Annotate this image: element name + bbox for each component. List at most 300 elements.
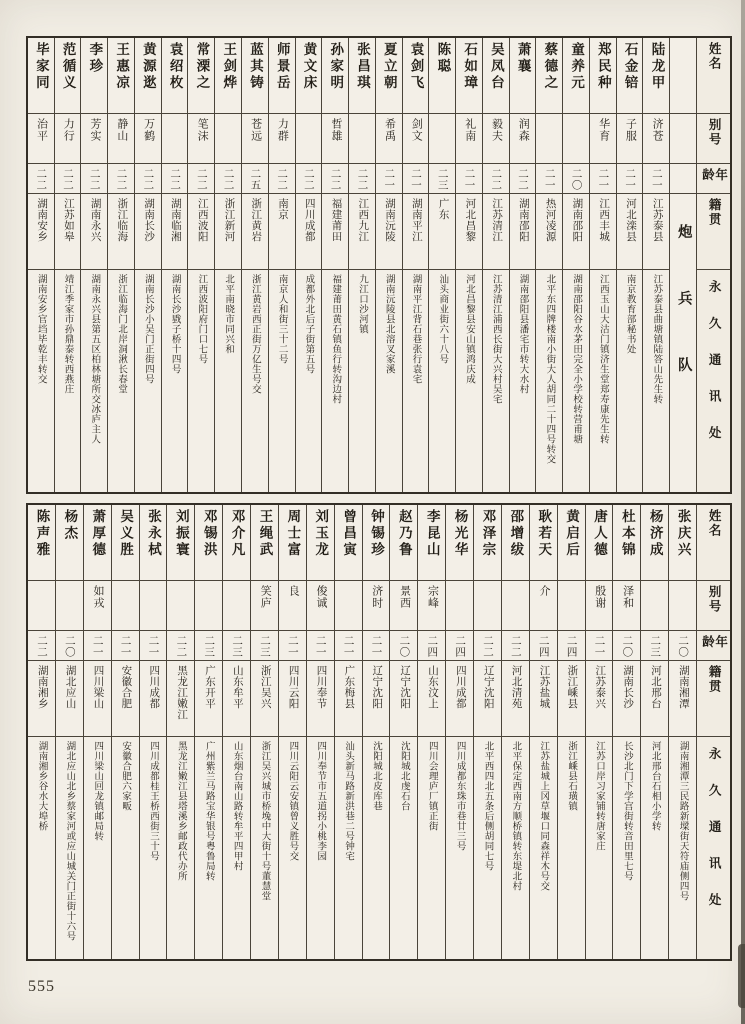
- alias-text: 静山: [115, 118, 128, 142]
- age-text: 二四: [454, 635, 466, 658]
- column-header-native: [697, 661, 730, 737]
- header-label: 年龄: [700, 635, 728, 650]
- native-cell: [363, 661, 390, 737]
- alias-cell: [510, 114, 536, 164]
- roster-column: [455, 38, 482, 492]
- address-text: 河北昌黎县安山镇鸿庆成: [464, 274, 475, 384]
- name-cell: [643, 38, 669, 114]
- address-cell: [563, 270, 589, 492]
- native-cell: [335, 661, 362, 737]
- alias-cell: [335, 581, 362, 631]
- address-text: 湖南长沙小吴门正街四号: [142, 274, 153, 384]
- native-text: 福建莆田: [330, 198, 342, 242]
- alias-cell: [28, 581, 55, 631]
- alias-text: 礼南: [463, 118, 476, 142]
- alias-text: 子服: [624, 118, 637, 142]
- age-text: 二二: [195, 168, 207, 191]
- address-text: 浙江吴兴城市桥堍中大街十号董慧堂: [259, 741, 270, 901]
- native-cell: [483, 194, 509, 270]
- age-text: 二二: [509, 635, 521, 658]
- name-text: 张昌琪: [355, 42, 371, 92]
- name-cell: [403, 38, 429, 114]
- name-cell: [363, 505, 390, 581]
- header-label: 别号: [707, 585, 722, 614]
- native-text: 广东梅县: [343, 665, 355, 709]
- name-text: 袁绍枚: [167, 42, 183, 92]
- age-cell: [112, 631, 139, 661]
- age-cell: [643, 164, 669, 194]
- age-text: 二一: [286, 635, 298, 658]
- page-number: 555: [28, 978, 55, 995]
- name-text: 萧厚德: [90, 509, 106, 559]
- native-text: 湖南长沙: [622, 665, 634, 709]
- name-cell: [586, 505, 613, 581]
- native-cell: [188, 194, 214, 270]
- age-cell: [474, 631, 501, 661]
- alias-cell: [376, 114, 402, 164]
- native-text: 河北清苑: [510, 665, 522, 709]
- roster-column: [166, 505, 194, 959]
- native-text: 黑龙江嫩江: [176, 665, 188, 720]
- header-label: 籍贯: [707, 665, 722, 694]
- alias-text: 济苍: [651, 118, 664, 142]
- name-text: 范循义: [60, 42, 76, 92]
- column-header-name: [697, 38, 730, 114]
- alias-cell: [81, 114, 107, 164]
- address-cell: [167, 737, 194, 959]
- age-text: 二三: [203, 635, 215, 658]
- name-text: 王剑烨: [221, 42, 237, 92]
- alias-cell: [530, 581, 557, 631]
- age-cell: [28, 631, 55, 661]
- roster-column: [482, 38, 509, 492]
- age-cell: [502, 631, 529, 661]
- alias-text: 毅夫: [490, 118, 503, 142]
- alias-text: 笔沫: [196, 118, 209, 142]
- address-cell: [483, 270, 509, 492]
- age-cell: [349, 164, 375, 194]
- age-cell: [215, 164, 241, 194]
- native-cell: [135, 194, 161, 270]
- name-text: 陆龙甲: [649, 42, 665, 92]
- age-cell: [586, 631, 613, 661]
- address-text: 北平南晓市同兴和: [223, 274, 234, 354]
- age-cell: [223, 631, 250, 661]
- address-text: 浙江黄岩西正街万亿生号交: [249, 274, 260, 394]
- name-cell: [510, 38, 536, 114]
- native-cell: [307, 661, 334, 737]
- alias-text: 笑庐: [259, 585, 272, 609]
- name-text: 蓝其铸: [247, 42, 263, 92]
- name-cell: [81, 38, 107, 114]
- name-cell: [307, 505, 334, 581]
- alias-cell: [215, 114, 241, 164]
- roster-column: [241, 38, 268, 492]
- native-text: 浙江嵊县: [566, 665, 578, 709]
- native-text: 江苏如皋: [62, 198, 74, 242]
- address-cell: [242, 270, 268, 492]
- alias-cell: [307, 581, 334, 631]
- address-cell: [474, 737, 501, 959]
- alias-cell: [418, 581, 445, 631]
- name-text: 曾昌寅: [341, 509, 357, 559]
- alias-cell: [223, 581, 250, 631]
- address-cell: [135, 270, 161, 492]
- age-cell: [590, 164, 616, 194]
- native-text: 湖南邵阳: [517, 198, 529, 242]
- roster-column: [187, 38, 214, 492]
- alias-cell: [363, 581, 390, 631]
- address-cell: [195, 737, 222, 959]
- address-cell: [456, 270, 482, 492]
- roster-column: [278, 505, 306, 959]
- alias-cell: [536, 114, 562, 164]
- name-cell: [223, 505, 250, 581]
- address-text: 福建莆田黄石镇鱼行转沟边村: [330, 274, 341, 404]
- name-text: 萧襄: [515, 42, 531, 75]
- roster-column: [473, 505, 501, 959]
- native-text: 河北邢台: [650, 665, 662, 709]
- alias-text: 力行: [62, 118, 75, 142]
- age-cell: [162, 164, 188, 194]
- empty-cell: [670, 164, 696, 194]
- name-text: 刘玉龙: [313, 509, 329, 559]
- alias-text: 剑文: [410, 118, 423, 142]
- native-cell: [279, 661, 306, 737]
- native-text: 河北滦县: [624, 198, 636, 242]
- name-cell: [335, 505, 362, 581]
- roster-column: [501, 505, 529, 959]
- age-text: 二〇: [677, 635, 689, 658]
- alias-text: 治平: [35, 118, 48, 142]
- roster-column: [402, 38, 429, 492]
- address-text: 四川云阳云安镇曾义胜号交: [287, 741, 298, 861]
- age-text: 二二: [356, 168, 368, 191]
- native-cell: [349, 194, 375, 270]
- alias-text: 润森: [517, 118, 530, 142]
- age-cell: [418, 631, 445, 661]
- address-text: 四川奉节市五道拐小桃李园: [315, 741, 326, 861]
- native-cell: [81, 194, 107, 270]
- name-text: 杨光华: [452, 509, 468, 559]
- name-text: 邵增绂: [508, 509, 524, 559]
- address-text: 黑龙江嫩江县塔溪乡邮政代办所: [175, 741, 186, 881]
- native-cell: [510, 194, 536, 270]
- name-cell: [617, 38, 643, 114]
- native-text: 南京: [276, 198, 288, 220]
- address-cell: [536, 270, 562, 492]
- alias-cell: [390, 581, 417, 631]
- age-cell: [530, 631, 557, 661]
- address-text: 江苏清江浦西长街大兴村吴宅: [490, 274, 501, 404]
- native-cell: [502, 661, 529, 737]
- address-cell: [429, 270, 455, 492]
- address-cell: [403, 270, 429, 492]
- native-cell: [617, 194, 643, 270]
- age-text: 二四: [426, 635, 438, 658]
- age-text: 二二: [276, 168, 288, 191]
- age-cell: [251, 631, 278, 661]
- address-cell: [446, 737, 473, 959]
- roster-column: [334, 505, 362, 959]
- age-text: 二三: [258, 635, 270, 658]
- name-text: 王绳武: [257, 509, 273, 559]
- roster-column: [640, 505, 668, 959]
- age-cell: [55, 164, 81, 194]
- address-text: 江苏口岸习家铺转唐家庄: [593, 741, 604, 851]
- alias-cell: [322, 114, 348, 164]
- native-text: 江西九江: [357, 198, 369, 242]
- name-cell: [563, 38, 589, 114]
- age-cell: [641, 631, 668, 661]
- age-cell: [363, 631, 390, 661]
- age-cell: [376, 164, 402, 194]
- native-cell: [28, 661, 55, 737]
- native-text: 江苏清江: [491, 198, 503, 242]
- name-text: 李昆山: [424, 509, 440, 559]
- address-cell: [502, 737, 529, 959]
- alias-cell: [140, 581, 167, 631]
- native-cell: [429, 194, 455, 270]
- address-cell: [140, 737, 167, 959]
- address-cell: [669, 737, 696, 959]
- address-cell: [84, 737, 111, 959]
- address-text: 湖南邵阳县潘宅市转大水村: [517, 274, 528, 394]
- native-cell: [403, 194, 429, 270]
- native-text: 四川云阳: [287, 665, 299, 709]
- name-cell: [56, 505, 83, 581]
- alias-text: 殷谢: [593, 585, 606, 609]
- native-cell: [563, 194, 589, 270]
- address-text: 江苏泰县曲塘镇陆答山先生转: [651, 274, 662, 404]
- native-text: 浙江黄岩: [250, 198, 262, 242]
- alias-text: 如戎: [91, 585, 104, 609]
- native-cell: [251, 661, 278, 737]
- age-text: 二二: [169, 168, 181, 191]
- roster-column: [562, 38, 589, 492]
- name-text: 吴义胜: [118, 509, 134, 559]
- address-cell: [279, 737, 306, 959]
- age-text: 二二: [329, 168, 341, 191]
- age-text: 二二: [88, 168, 100, 191]
- native-cell: [474, 661, 501, 737]
- native-text: 江西波阳: [196, 198, 208, 242]
- name-cell: [140, 505, 167, 581]
- name-text: 蔡德之: [542, 42, 558, 92]
- native-text: 湖南安乡: [36, 198, 48, 242]
- address-text: 广州紫兰马路宝华银号粤鲁局转: [203, 741, 214, 881]
- alias-cell: [613, 581, 640, 631]
- address-text: 靖江季家市孙鼎泰转西燕庄: [62, 274, 73, 394]
- roster-column: [612, 505, 640, 959]
- address-cell: [269, 270, 295, 492]
- alias-text: 良: [287, 585, 300, 597]
- age-text: 二二: [302, 168, 314, 191]
- age-cell: [269, 164, 295, 194]
- roster-column: [83, 505, 111, 959]
- age-cell: [403, 164, 429, 194]
- age-text: 二三: [649, 635, 661, 658]
- address-text: 长沙北门下学宫街转音田里七号: [621, 741, 632, 881]
- name-cell: [188, 38, 214, 114]
- alias-cell: [429, 114, 455, 164]
- address-cell: [56, 737, 83, 959]
- native-text: 浙江吴兴: [259, 665, 271, 709]
- age-cell: [28, 164, 54, 194]
- age-text: 二一: [597, 168, 609, 191]
- roster-column: [134, 38, 161, 492]
- native-cell: [536, 194, 562, 270]
- age-text: 二一: [383, 168, 395, 191]
- alias-cell: [586, 581, 613, 631]
- address-text: 湖北应山北乡蔡家河或应山城关门正街十六号: [64, 741, 75, 941]
- name-text: 钟锡珍: [369, 509, 385, 559]
- address-cell: [28, 737, 55, 959]
- native-text: 湖北应山: [64, 665, 76, 709]
- alias-text: 万鹤: [142, 118, 155, 142]
- name-text: 杜本锦: [619, 509, 635, 559]
- address-text: 北平东四牌楼南小街大人胡同二十四号转交: [544, 274, 555, 464]
- age-text: 二一: [543, 168, 555, 191]
- alias-text: 介: [537, 585, 550, 597]
- address-text: 湖南永兴县第五区柏林塘所交冰庐主人: [89, 274, 100, 444]
- name-cell: [215, 38, 241, 114]
- age-cell: [335, 631, 362, 661]
- age-text: 二三: [436, 168, 448, 191]
- name-text: 张永栻: [146, 509, 162, 559]
- name-cell: [669, 505, 696, 581]
- column-header-age: [697, 631, 730, 661]
- name-cell: [613, 505, 640, 581]
- address-text: 汕头商业街六十八号: [437, 274, 448, 364]
- native-cell: [84, 661, 111, 737]
- native-text: 江苏泰兴: [594, 665, 606, 709]
- native-text: 湖南湘乡: [36, 665, 48, 709]
- empty-cell: [670, 38, 696, 114]
- age-text: 二二: [481, 635, 493, 658]
- age-cell: [456, 164, 482, 194]
- name-text: 杨济成: [647, 509, 663, 559]
- roster-column: [375, 38, 402, 492]
- address-text: 四川梁山回龙镇邮局转: [92, 741, 103, 841]
- native-text: 四川奉节: [315, 665, 327, 709]
- address-cell: [418, 737, 445, 959]
- native-cell: [558, 661, 585, 737]
- name-cell: [536, 38, 562, 114]
- age-text: 二一: [314, 635, 326, 658]
- header-label: 姓名: [707, 509, 722, 538]
- native-cell: [215, 194, 241, 270]
- age-text: 二一: [91, 635, 103, 658]
- alias-cell: [558, 581, 585, 631]
- alias-cell: [242, 114, 268, 164]
- empty-cell: [670, 114, 696, 164]
- name-text: 陈声雅: [34, 509, 50, 559]
- native-cell: [296, 194, 322, 270]
- native-text: 四川成都: [148, 665, 160, 709]
- address-cell: [215, 270, 241, 492]
- roster-column: [80, 38, 107, 492]
- native-cell: [55, 194, 81, 270]
- header-label: 年龄: [700, 168, 728, 183]
- native-cell: [390, 661, 417, 737]
- name-text: 夏立朝: [381, 42, 397, 92]
- age-text: 二四: [537, 635, 549, 658]
- age-text: 二二: [222, 168, 234, 191]
- name-text: 邓介凡: [229, 509, 245, 559]
- roster-column: [557, 505, 585, 959]
- native-cell: [140, 661, 167, 737]
- native-cell: [530, 661, 557, 737]
- native-text: 浙江新河: [223, 198, 235, 242]
- age-text: 二一: [342, 635, 354, 658]
- alias-cell: [563, 114, 589, 164]
- address-cell: [335, 737, 362, 959]
- roster-column: [535, 38, 562, 492]
- name-text: 陈聪: [435, 42, 451, 75]
- age-text: 二二: [35, 168, 47, 191]
- age-cell: [322, 164, 348, 194]
- name-cell: [483, 38, 509, 114]
- age-cell: [188, 164, 214, 194]
- header-label: 别号: [707, 118, 722, 147]
- age-text: 二〇: [398, 635, 410, 658]
- age-cell: [108, 164, 134, 194]
- name-cell: [322, 38, 348, 114]
- roster-column: [509, 38, 536, 492]
- roster-column: [55, 505, 83, 959]
- alias-text: 华育: [597, 118, 610, 142]
- native-text: 山东汶上: [427, 665, 439, 709]
- age-text: 二二: [142, 168, 154, 191]
- alias-cell: [296, 114, 322, 164]
- roster-column: [589, 38, 616, 492]
- age-text: 二一: [650, 168, 662, 191]
- name-cell: [456, 38, 482, 114]
- address-text: 安徽合肥六家畈: [120, 741, 131, 811]
- address-cell: [108, 270, 134, 492]
- address-cell: [296, 270, 322, 492]
- name-cell: [167, 505, 194, 581]
- name-text: 石如璋: [462, 42, 478, 92]
- age-text: 二四: [565, 635, 577, 658]
- address-cell: [188, 270, 214, 492]
- address-text: 湖南长沙戥子桥十四号: [169, 274, 180, 374]
- alias-cell: [502, 581, 529, 631]
- header-label: 永久通讯处: [707, 280, 722, 463]
- age-cell: [613, 631, 640, 661]
- age-text: 二一: [593, 635, 605, 658]
- native-text: 河北昌黎: [464, 198, 476, 242]
- age-text: 二二: [62, 168, 74, 191]
- name-cell: [55, 38, 81, 114]
- address-cell: [251, 737, 278, 959]
- native-text: 辽宁沈阳: [482, 665, 494, 709]
- name-text: 刘振寰: [173, 509, 189, 559]
- native-cell: [446, 661, 473, 737]
- name-text: 常溧之: [194, 42, 210, 92]
- address-text: 湖南湘乡谷水大埠桥: [36, 741, 47, 831]
- native-cell: [242, 194, 268, 270]
- native-cell: [590, 194, 616, 270]
- alias-cell: [188, 114, 214, 164]
- scan-blob-artifact: [738, 944, 745, 1008]
- native-text: 湖南临湘: [169, 198, 181, 242]
- native-text: 江苏盐城: [538, 665, 550, 709]
- name-cell: [558, 505, 585, 581]
- name-text: 黄文床: [301, 42, 317, 92]
- age-text: 二一: [119, 635, 131, 658]
